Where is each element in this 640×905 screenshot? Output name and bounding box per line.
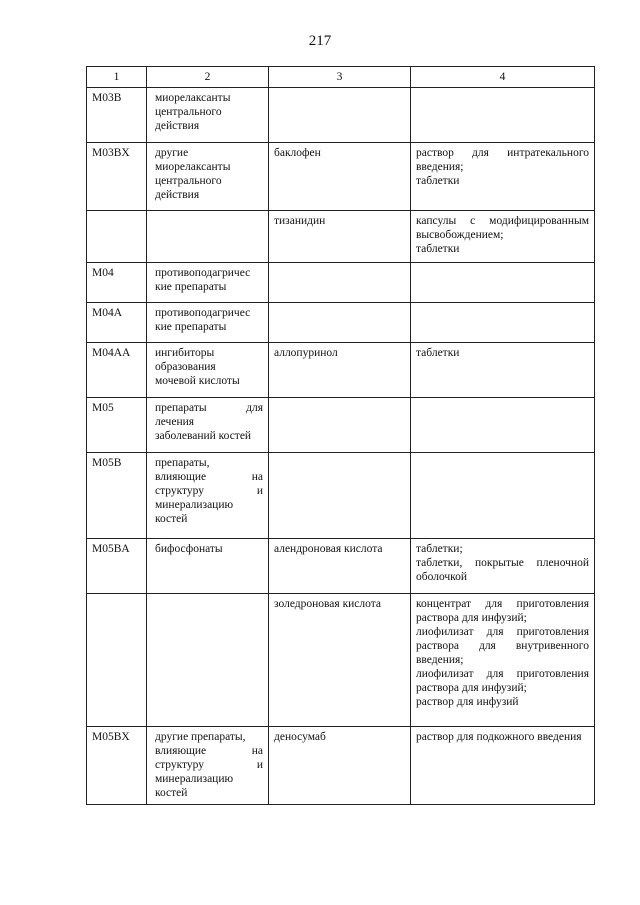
group-name-line: бифосфонаты	[155, 543, 223, 555]
drug-name-cell	[269, 303, 411, 343]
dosage-form-item: лиофилизат для приготовления раствора для внутривенного введения;	[416, 626, 589, 666]
group-name-cell	[147, 263, 269, 303]
drug-name-cell: золедроновая кислота	[269, 594, 411, 727]
header-cell-2: 2	[147, 67, 269, 88]
group-name-cell	[147, 539, 269, 594]
table-body	[87, 88, 595, 805]
group-name-cell	[147, 594, 269, 727]
table-row	[87, 398, 595, 453]
group-name-line: лечения	[155, 416, 195, 428]
group-name-line: действия	[155, 120, 200, 132]
atc-code-cell	[87, 594, 147, 727]
drug-name-cell	[269, 453, 411, 539]
dosage-form-item: концентрат для приготовления раствора для инфузий;	[416, 598, 589, 624]
group-name-line: препараты для	[155, 402, 263, 414]
drug-name-cell: тизанидин	[269, 211, 411, 263]
dosage-form-item: таблетки	[416, 347, 460, 359]
atc-code-cell: M05	[87, 398, 147, 453]
group-name-line: образования	[155, 361, 216, 373]
atc-code-cell: M03BX	[87, 143, 147, 211]
group-name-line: противоподагричес	[155, 267, 251, 279]
group-name-line: центрального	[155, 175, 222, 187]
atc-code-cell: M04AA	[87, 343, 147, 398]
dosage-form-item: таблетки	[416, 243, 460, 255]
group-name-cell	[147, 303, 269, 343]
group-name-line: минерализацию	[155, 773, 234, 785]
group-name-line: противоподагричес	[155, 307, 251, 319]
page-number: 217	[308, 33, 332, 49]
group-name-line: миорелаксанты	[155, 161, 231, 173]
group-name-line: костей	[155, 513, 188, 525]
dosage-form-item: раствор для интратекального введения;	[416, 147, 589, 173]
atc-code-cell: M04	[87, 263, 147, 303]
atc-code-cell: M04A	[87, 303, 147, 343]
group-name-cell	[147, 343, 269, 398]
dosage-form-item: таблетки	[416, 175, 460, 187]
atc-code-cell: M05BX	[87, 727, 147, 805]
header-cell-1: 1	[87, 67, 147, 88]
dosage-form-cell	[411, 398, 595, 453]
dosage-form-item: капсулы с модифицированным высвобождением;	[416, 215, 589, 241]
header-cell-3: 3	[269, 67, 411, 88]
table-row	[87, 727, 595, 805]
group-name-line: заболеваний костей	[155, 430, 252, 442]
table-row	[87, 211, 595, 263]
atc-code-cell: M05B	[87, 453, 147, 539]
dosage-form-cell	[411, 88, 595, 143]
header-cell-4: 4	[411, 67, 595, 88]
group-name-line: другие препараты,	[155, 731, 246, 743]
medication-table	[86, 66, 595, 805]
group-name-line: другие	[155, 147, 189, 159]
atc-code-cell	[87, 211, 147, 263]
drug-name-cell	[269, 263, 411, 303]
group-name-line: кие препараты	[155, 281, 227, 293]
group-name-line: действия	[155, 189, 200, 201]
dosage-form-cell	[411, 211, 595, 263]
dosage-form-cell	[411, 539, 595, 594]
group-name-cell	[147, 398, 269, 453]
drug-name-cell: баклофен	[269, 143, 411, 211]
table-row	[87, 539, 595, 594]
table-row	[87, 143, 595, 211]
group-name-line: препараты,	[155, 457, 210, 469]
dosage-form-item: раствор для подкожного введения	[416, 731, 582, 743]
group-name-line: кие препараты	[155, 321, 227, 333]
atc-code-cell: M05BA	[87, 539, 147, 594]
group-name-cell	[147, 143, 269, 211]
drug-name-cell: деносумаб	[269, 727, 411, 805]
group-name-line: центрального	[155, 106, 222, 118]
dosage-form-cell	[411, 594, 595, 727]
group-name-line: миорелаксанты	[155, 92, 231, 104]
dosage-form-cell	[411, 143, 595, 211]
dosage-form-item: таблетки, покрытые пленочной оболочкой	[416, 557, 589, 583]
group-name-line: минерализацию	[155, 499, 234, 511]
dosage-form-cell	[411, 303, 595, 343]
atc-code-cell: M03B	[87, 88, 147, 143]
group-name-cell	[147, 88, 269, 143]
dosage-form-cell	[411, 727, 595, 805]
dosage-form-item: раствор для инфузий	[416, 696, 519, 708]
group-name-line: структуру и	[155, 759, 263, 771]
drug-name-cell: алендроновая кислота	[269, 539, 411, 594]
drug-name-cell	[269, 398, 411, 453]
table-row	[87, 453, 595, 539]
group-name-line: влияющие на	[155, 471, 263, 483]
drug-name-cell: аллопуринол	[269, 343, 411, 398]
group-name-cell	[147, 727, 269, 805]
group-name-line: ингибиторы	[155, 347, 215, 359]
dosage-form-item: таблетки;	[416, 543, 463, 555]
table-row	[87, 594, 595, 727]
group-name-line: мочевой кислоты	[155, 375, 240, 387]
dosage-form-cell	[411, 263, 595, 303]
table-row	[87, 303, 595, 343]
group-name-line: структуру и	[155, 485, 263, 497]
group-name-line: костей	[155, 787, 188, 799]
table-row	[87, 88, 595, 143]
table-row	[87, 343, 595, 398]
dosage-form-cell	[411, 343, 595, 398]
group-name-cell	[147, 453, 269, 539]
table-header-row	[87, 67, 595, 88]
drug-name-cell	[269, 88, 411, 143]
group-name-line: влияющие на	[155, 745, 263, 757]
dosage-form-item: лиофилизат для приготовления раствора для инфузий;	[416, 668, 589, 694]
table-row	[87, 263, 595, 303]
dosage-form-cell	[411, 453, 595, 539]
group-name-cell	[147, 211, 269, 263]
